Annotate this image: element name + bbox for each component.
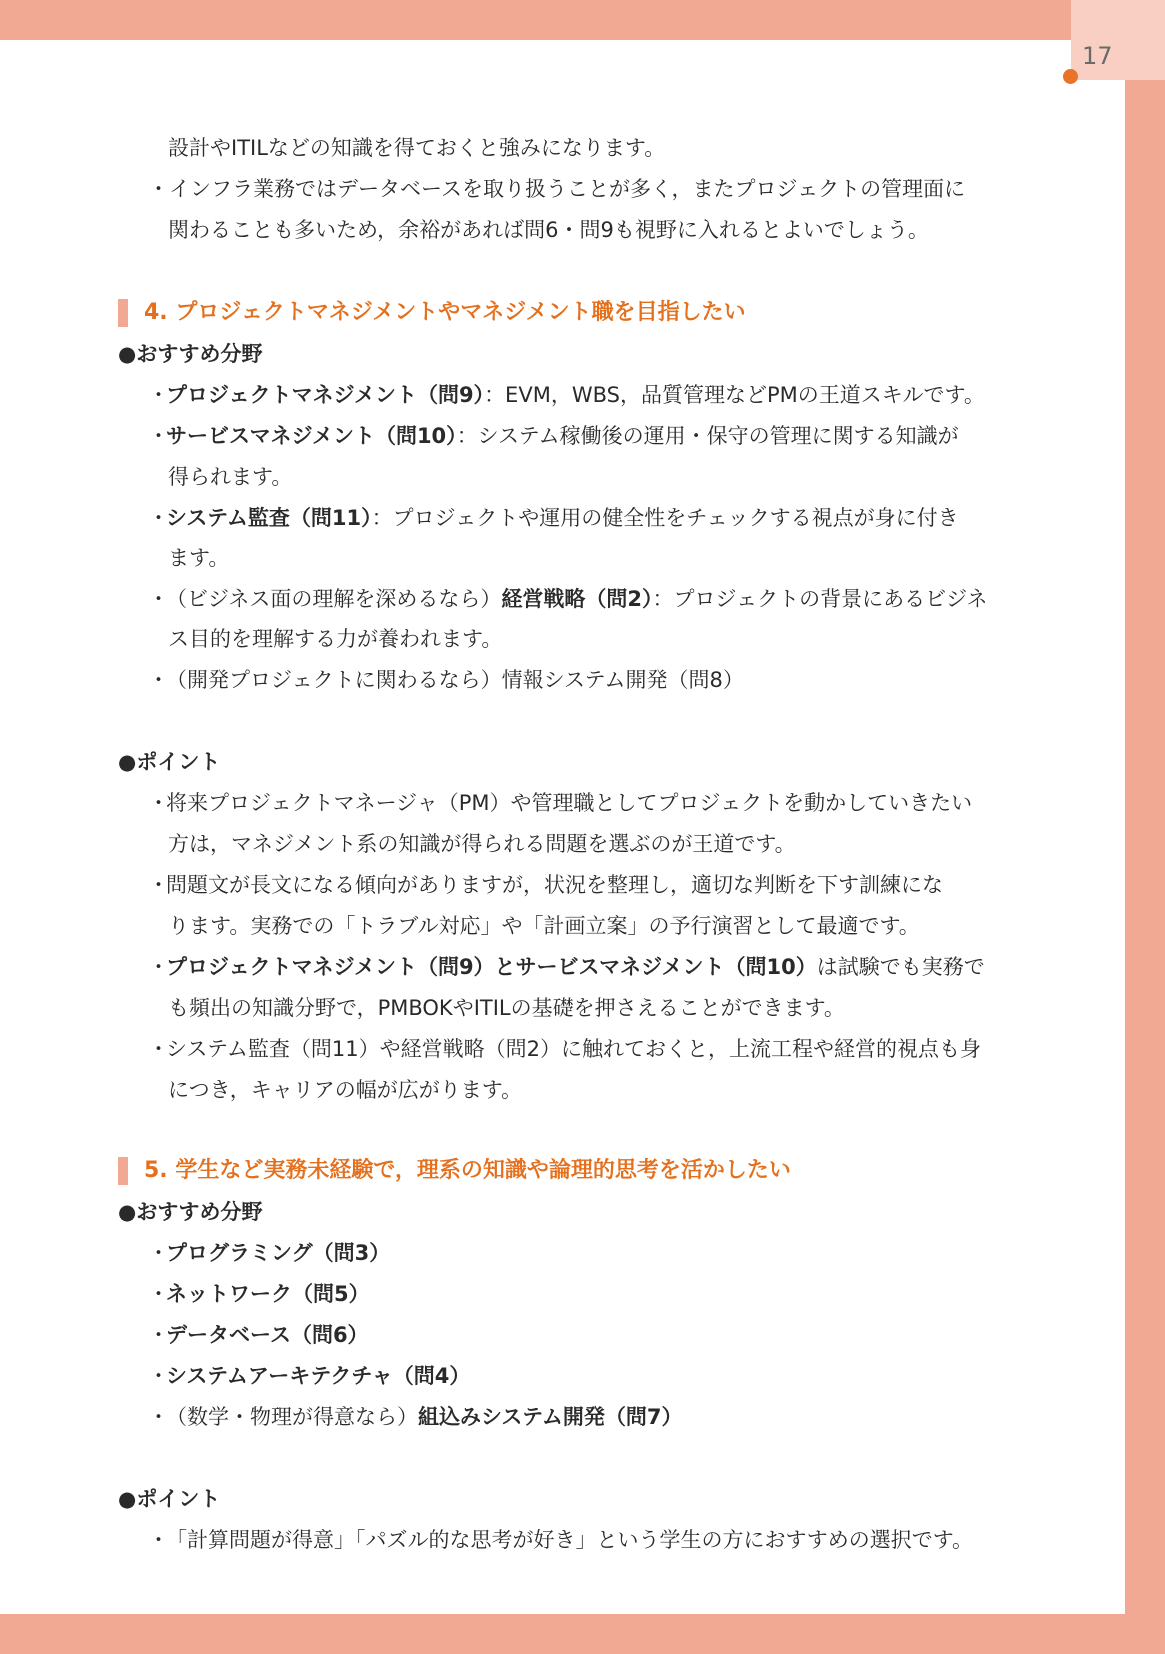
bottom-band (0, 1614, 1165, 1654)
list-item-cont: 得られます。 (168, 465, 293, 489)
top-band (0, 0, 1165, 40)
point-item: ・将来プロジェクトマネージャ（PM）や管理職としてプロジェクトを動かしていきたい (148, 791, 973, 815)
point-item: ・問題文が長文になる傾向がありますが，状況を整理し，適切な判断を下す訓練にな (148, 873, 943, 897)
section-5-heading-text: 5. 学生など実務未経験で，理系の知識や論理的思考を活かしたい (144, 1158, 791, 1183)
page-number: 17 (1082, 42, 1113, 70)
heading-bar (118, 299, 128, 327)
point-item-cont: も頻出の知識分野で，PMBOKやITILの基礎を押さえることができます。 (168, 996, 845, 1020)
right-band (1125, 0, 1165, 1654)
list-item: ・（数学・物理が得意なら）組込みシステム開発（問7） (148, 1405, 683, 1429)
intro-line: 設計やITILなどの知識を得ておくと強みになります。 (168, 136, 666, 160)
section-5-point-title: ●ポイント (118, 1487, 221, 1511)
list-item-cont: ます。 (168, 546, 230, 570)
point-item: ・プロジェクトマネジメント（問9）とサービスマネジメント（問10）は試験でも実務で (148, 955, 985, 979)
heading-bar (118, 1157, 128, 1185)
page-dot-icon (1063, 69, 1078, 84)
point-item: ・システム監査（問11）や経営戦略（問2）に触れておくと，上流工程や経営的視点も身 (148, 1037, 981, 1061)
section-4-point-title: ●ポイント (118, 750, 221, 774)
list-item: ・ネットワーク（問5） (148, 1282, 370, 1306)
point-item-cont: 方は，マネジメント系の知識が得られる問題を選ぶのが王道です。 (168, 832, 796, 856)
point-item: ・「計算問題が得意」「パズル的な思考が好き」という学生の方におすすめの選択です。 (148, 1528, 974, 1552)
intro-line: ・インフラ業務ではデータベースを取り扱うことが多く，またプロジェクトの管理面に (148, 177, 966, 201)
intro-line: 関わることも多いため，余裕があれば問6・問9も視野に入れるとよいでしょう。 (168, 218, 929, 242)
list-item: ・システム監査（問11）：プロジェクトや運用の健全性をチェックする視点が身に付き (148, 506, 959, 530)
section-4-recommended-title: ●おすすめ分野 (118, 342, 263, 366)
list-item: ・（開発プロジェクトに関わるなら）情報システム開発（問8） (148, 668, 744, 692)
list-item: ・データベース（問6） (148, 1323, 369, 1347)
section-4-heading-text: 4. プロジェクトマネジメントやマネジメント職を目指したい (144, 300, 746, 325)
list-item: ・プロジェクトマネジメント（問9）：EVM，WBS，品質管理などPMの王道スキルです。 (148, 383, 985, 407)
list-item: ・（ビジネス面の理解を深めるなら）経営戦略（問2）：プロジェクトの背景にあるビジネ (148, 587, 988, 611)
list-item: ・システムアーキテクチャ（問4） (148, 1364, 471, 1388)
point-item-cont: ります。実務での「トラブル対応」や「計画立案」の予行演習として最適です。 (168, 914, 920, 938)
point-item-cont: につき，キャリアの幅が広がります。 (168, 1078, 523, 1102)
list-item: ・サービスマネジメント（問10）：システム稼働後の運用・保守の管理に関する知識が (148, 424, 959, 448)
list-item: ・プログラミング（問3） (148, 1241, 391, 1265)
section-5-recommended-title: ●おすすめ分野 (118, 1200, 263, 1224)
list-item-cont: ス目的を理解する力が養われます。 (168, 627, 503, 651)
